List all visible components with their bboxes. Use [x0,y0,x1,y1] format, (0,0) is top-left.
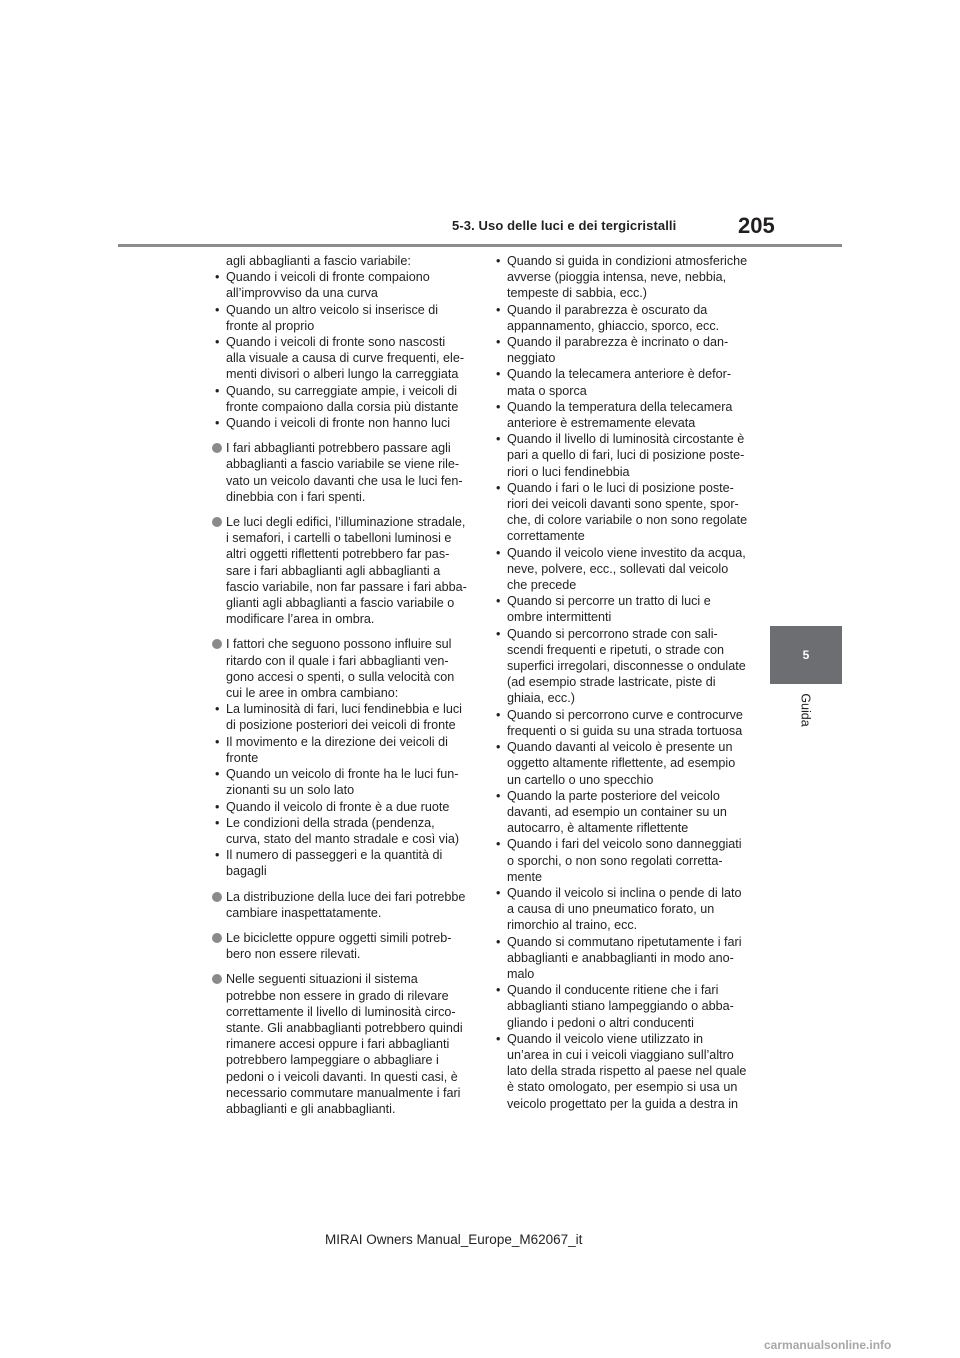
text-line: • Quando si percorre un tratto di luci e [507,594,711,609]
text-line: anteriore è estremamente elevata [507,416,696,431]
text-line: neve, polvere, ecc., sollevati dal veicolo [507,561,729,576]
text-line: Le luci degli edifici, l’illuminazione stradale, [226,515,466,530]
text-line: abbaglianti stiano lampeggiando o abba- [507,999,734,1014]
circle-bullet-icon [212,974,222,984]
text-line: correttamente il livello di luminosità circo- [226,1004,456,1019]
text-line: • Quando davanti al veicolo è presente un [507,740,733,755]
bullet-item [212,415,474,431]
bullet-item [493,366,755,398]
footer-text: MIRAI Owners Manual_Europe_M62067_it [325,1232,583,1247]
text-line: che precede [507,578,577,593]
text-line: • Quando, su carreggiate ampie, i veicoli di [226,383,458,398]
text-line: è stato omologato, per esempio si usa un [507,1080,738,1095]
text-line: • Quando la parte posteriore del veicolo [507,788,720,803]
bullet-item [212,269,474,301]
text-line: • Quando si commutano ripetutamente i fari [507,934,742,949]
bullet-item [212,815,474,847]
text-line: menti divisori o alberi lungo la carreggiata [226,367,459,382]
text-line: bagagli [226,864,267,879]
text-line: oggetto altamente riflettente, ad esempio [507,756,736,771]
text-line: avverse (pioggia intensa, neve, nebbia, [507,270,727,285]
text-line: • Quando si percorrono strade con sali- [507,626,718,641]
bullet-item [212,383,474,415]
text-line: abbaglianti e gli anabbaglianti. [226,1101,396,1116]
bullet-item [493,480,755,545]
text-line: zionanti su un solo lato [226,783,355,798]
text-line: abbaglianti e anabbaglianti in modo ano- [507,950,734,965]
chapter-tab [770,626,842,684]
text-line: un’area in cui i veicoli viaggiano sull’altro [507,1047,734,1062]
text-line: fascio variabile, non far passare i fari abba- [226,579,467,594]
text-line: • Quando i veicoli di fronte compaiono [226,270,430,285]
text-line: agli abbaglianti a fascio variabile: [226,254,411,268]
text-line: • Quando i fari o le luci di posizione poste- [507,480,734,495]
text-line: La distribuzione della luce dei fari potrebbe [226,889,466,904]
text-line: o sporchi, o non sono regolati corretta- [507,853,723,868]
text-line: superfici irregolari, disconnesse o ondulate [507,659,746,674]
bullet-item [493,739,755,788]
bullet-item [493,934,755,983]
bullet-item [212,766,474,798]
text-line: • Quando si guida in condizioni atmosferiche [507,254,748,268]
text-line: appannamento, ghiaccio, sporco, ecc. [507,318,720,333]
text-line: Nelle seguenti situazioni il sistema [226,972,418,987]
text-line: ritardo con il quale i fari abbaglianti ven- [226,653,449,668]
text-line: • Quando i veicoli di fronte sono nascosti [226,335,446,350]
text-line: pedoni o i veicoli davanti. In questi casi, è [226,1069,458,1084]
text-line: fronte al proprio [226,318,315,333]
text-line: stante. Gli anabbaglianti potrebbero quindi [226,1020,463,1035]
text-line: rimorchio al traino, ecc. [507,918,638,933]
continued-text [212,253,474,269]
text-line: Le biciclette oppure oggetti simili potreb- [226,930,452,945]
bullet-item [212,847,474,879]
text-line: glianti agli abbaglianti a fascio variabile o [226,596,455,611]
text-line: • Quando il veicolo si inclina o pende di lato [507,885,742,900]
text-line: scendi frequenti e ripetuti, o strade con [507,642,725,657]
note-item [212,930,474,962]
bullet-item [493,593,755,625]
text-line: abbaglianti a fascio variabile se viene rile- [226,457,460,472]
text-line: • Quando il parabrezza è incrinato o dan- [507,335,729,350]
text-line: • La luminosità di fari, luci fendinebbia e luci [226,702,462,717]
circle-bullet-icon [212,443,222,453]
circle-bullet-icon [212,517,222,527]
text-line: ghiaia, ecc.) [507,691,575,706]
text-line: lato della strada rispetto al paese nel quale [507,1064,747,1079]
note-item [212,440,474,505]
text-line: • Quando un veicolo di fronte ha le luci fun- [226,767,459,782]
text-line: potrebbe non essere in grado di rilevare [226,988,449,1003]
text-line: curva, stato del manto stradale e così via) [226,831,460,846]
text-line: ombre intermittenti [507,610,612,625]
text-line: fronte compaiono dalla corsia più distante [226,399,459,414]
text-line: mente [507,869,543,884]
bullet-item [212,334,474,383]
text-line: potrebbero lampeggiare o abbagliare i [226,1053,439,1068]
text-line: autocarro, è altamente riflettente [507,821,689,836]
text-line: dinebbia con i fari spenti. [226,489,366,504]
bullet-item [493,707,755,739]
text-line: sare i fari abbaglianti agli abbaglianti a [226,563,441,578]
text-line: riori o luci fendinebbia [507,464,630,479]
text-line: • Quando il conducente ritiene che i fari [507,983,719,998]
chapter-label-text: Guida [798,693,813,727]
text-line: • Quando i veicoli di fronte non hanno luci [226,416,451,431]
text-line: davanti, ad esempio un container su un [507,804,727,819]
bullet-item [493,788,755,837]
bullet-item [493,1031,755,1112]
bullet-item [212,302,474,334]
bullet-item [493,836,755,885]
text-line: • Quando il veicolo di fronte è a due ruote [226,799,450,814]
text-line: fronte [226,750,259,765]
chapter-number: 5 [802,648,810,662]
note-item [212,889,474,921]
section-title: 5-3. Uso delle luci e dei tergicristalli [452,218,677,233]
text-line: • Quando i fari del veicolo sono danneggiati [507,837,742,852]
circle-bullet-icon [212,639,222,649]
text-line: gono accesi o spenti, o sulla velocità con [226,669,455,684]
text-line: bero non essere rilevati. [226,947,361,962]
text-line: • Quando un altro veicolo si inserisce di [226,302,439,317]
text-line: • Quando si percorrono curve e controcurve [507,707,743,722]
text-line: di posizione posteriori dei veicoli di fronte [226,718,456,733]
page-number: 205 [738,213,775,238]
bullet-item [493,302,755,334]
text-line: • Quando il parabrezza è oscurato da [507,302,708,317]
text-line: • Il numero di passeggeri e la quantità di [226,848,443,863]
text-line: • Quando la telecamera anteriore è defor- [507,367,732,382]
text-line: gliando i pedoni o altri conducenti [507,1015,694,1030]
text-line: (ad esempio strade lastricate, piste di [507,675,716,690]
text-line: altri oggetti riflettenti potrebbero far pas- [226,547,450,562]
text-line: neggiato [507,351,556,366]
bullet-item [493,399,755,431]
text-line: • Quando il veicolo viene investito da acqua, [507,545,746,560]
bullet-item [493,885,755,934]
bullet-item [212,734,474,766]
bullet-item [493,253,755,302]
text-line: cui le aree in ombra cambiano: [226,686,399,701]
bullet-item [493,334,755,366]
text-line: • Quando il livello di luminosità circostante è [507,432,745,447]
text-line: vato un veicolo davanti che usa le luci fen- [226,473,463,488]
left-column [212,253,474,1117]
note-item [212,514,474,627]
text-line: • Le condizioni della strada (pendenza, [226,815,435,830]
watermark: carmanualsonline.info [764,1338,892,1352]
bullet-item [493,545,755,594]
text-line: correttamente [507,529,585,544]
circle-bullet-icon [212,933,222,943]
bullet-item [493,626,755,707]
note-item [212,971,474,1117]
text-line: pari a quello di fari, luci di posizione poste- [507,448,745,463]
bullet-item [212,799,474,815]
right-column [493,253,755,1112]
bullet-item [493,431,755,480]
text-line: che, di colore variabile o non sono regolate [507,513,748,528]
text-line: • Quando la temperatura della telecamera [507,399,733,414]
text-line: all’improvviso da una curva [226,286,378,301]
text-line: necessario commutare manualmente i fari [226,1085,461,1100]
bullet-item [212,701,474,733]
circle-bullet-icon [212,892,222,902]
chapter-label [781,690,831,730]
text-line: riori dei veicoli davanti sono spente, spor- [507,497,739,512]
text-line: • Il movimento e la direzione dei veicoli di [226,734,448,749]
note-item [212,636,474,701]
text-line: alla visuale a causa di curve frequenti, ele- [226,351,465,366]
text-line: rimanere accesi oppure i fari abbaglianti [226,1037,450,1052]
header-rule [118,244,842,247]
text-line: I fattori che seguono possono influire sul [226,637,452,652]
text-line: I fari abbaglianti potrebbero passare agli [226,441,451,456]
text-line: a causa di uno pneumatico forato, un [507,902,715,917]
text-line: veicolo progettato per la guida a destra in [507,1096,739,1111]
text-line: cambiare inaspettatamente. [226,905,382,920]
bullet-item [493,982,755,1031]
text-line: • Quando il veicolo viene utilizzato in [507,1031,704,1046]
text-line: tempeste di sabbia, ecc.) [507,286,648,301]
text-line: malo [507,966,535,981]
text-line: mata o sporca [507,383,587,398]
text-line: modificare l’area in ombra. [226,612,375,627]
text-line: un cartello o uno specchio [507,772,654,787]
text-line: frequenti o si guida su una strada tortuosa [507,723,743,738]
text-line: i semafori, i cartelli o tabelloni luminosi e [226,531,452,546]
